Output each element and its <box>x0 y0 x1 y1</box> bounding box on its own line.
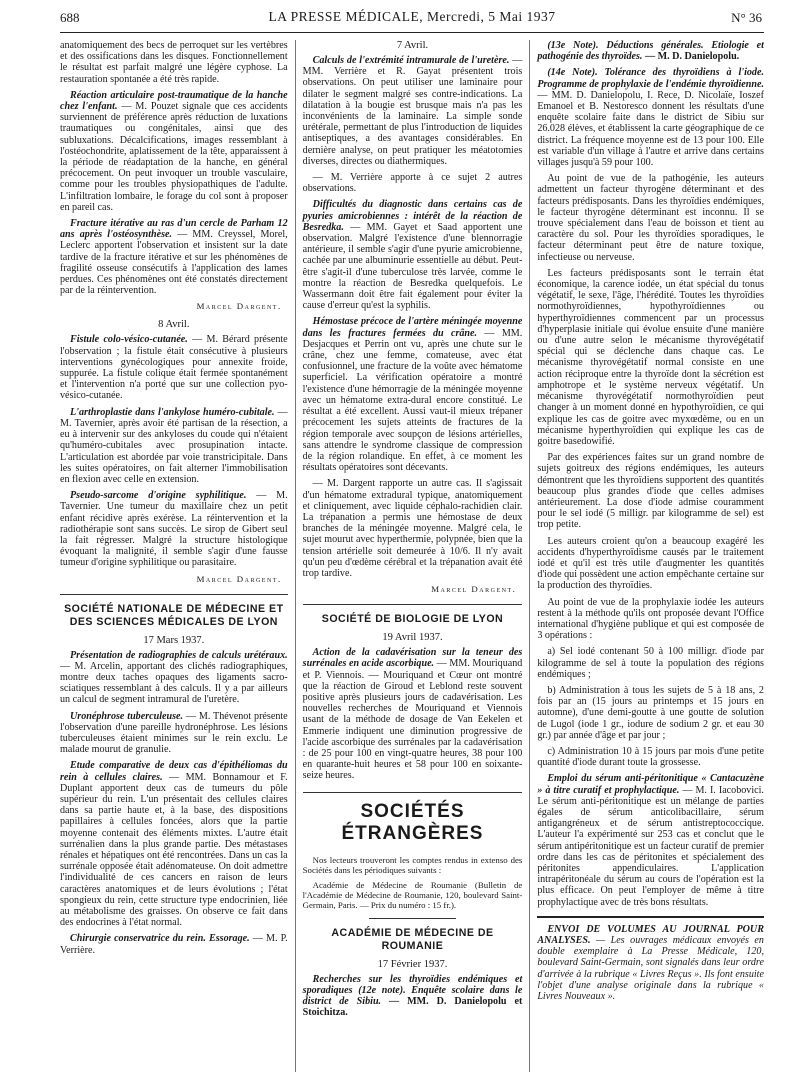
session-date: 17 Mars 1937. <box>143 634 205 646</box>
session-date: 7 Avril. <box>396 40 429 51</box>
notice-title: ENVOI DE VOLUMES AU JOURNAL POUR ANALYSES. <box>537 923 764 947</box>
article <box>60 407 288 485</box>
article-title: Hémostase précoce de l'artère méningée moyenne dans les fractures fermées du crâne. <box>302 316 523 339</box>
article-title: Fistule colo-vésico-cutanée. <box>70 334 188 346</box>
list-item: c) Administration 10 à 15 jours par mois d'une petite quantité d'iode durant toute la grossesse. <box>537 745 764 769</box>
list-item: a) Sel iodé contenant 50 à 100 milligr. d'iode par kilogramme de sel à toute la population des régions endémiques ; <box>537 646 764 680</box>
society-title: ACADÉMIE DE MÉDECINE DE ROUMANIE <box>331 926 494 952</box>
article-body: — MM. Mouriquand et P. Viennois. — Mouriquand et Cœur ont montré que la réaction de Giroud et Leblond reste souvent positive après plusieurs jours de cadavérisation. Les nouvelles recherches de Mouriquand et Viennois usant de la méthode de dosage de Van Eekelen et Emmerie indiquent une diminution progressive de l'acide ascorbique des surrénales par la cadavérisation : de 25 pour 100 en vingt-quatre heures, 38 pour 100 en quarante-huit heures et 58 pour 100 en soixante-seize heures. <box>302 658 523 782</box>
article-body: — MM. D. Danielopolu et Stoichitza. <box>302 995 523 1019</box>
paragraph: Les auteurs croient qu'on a beaucoup exagéré les accidents d'hyperthyroïdisme causés par le traitement iodé et qu'il est très utile d'augmenter les quantités d'iode qui possèdent une action empêchante certaine sur la production des thyroïdies. <box>537 535 764 592</box>
article <box>60 490 288 568</box>
article <box>60 760 288 928</box>
column-1 <box>60 40 295 1072</box>
journal-title: LA PRESSE MÉDICALE, Mercredi, 5 Mai 1937 <box>268 9 556 24</box>
article <box>303 316 523 473</box>
article-title: Réaction articulaire post-traumatique de la hanche chez l'enfant. <box>60 89 288 113</box>
section-divider <box>60 594 288 595</box>
article-body: — MM. D. Danielopolu, I. Rece, D. Nicolaïe, Ioszef Emanoel et B. Nestoresco donnent les résultats d'une enquête scolaire faite dans le district de Sibiu sur 26.028 élèves, et établissent la carte géographique de ce district. La fréquence moyenne est de 13 pour 100. Elle est variable d'un village à l'autre et arrive dans certains villages jusqu'à 59 pour 100. <box>537 89 764 169</box>
article-body: — M. Tavernier. Une tumeur du maxillaire chez un petit enfant récidive après exérèse. La réintervention et la radiothérapie sont sans succès. Le sirop de Gibert seul la fait régresser. Malgré la structure histologique évoquant la malignité, il semble s'agir d'une fausse tumeur d'origine syphilitique ou parasitaire. <box>60 490 288 569</box>
author-signature: Marcel Dargent. <box>431 584 517 595</box>
session-date: 17 Février 1937. <box>377 958 448 970</box>
article-body: — M. Pouzet signale que ces accidents surviennent de préférence après réduction de luxations traumatiques ou congénitales, ainsi que des subluxations. Décalcifications, images ressemblant à l'ostéochondrite, aplatissement de la tête, apparaissent à la période de réadaptation de la hanche, en général précocement. On peut invoquer un trouble vasculaire, comme pour les troubles physiopathiques de l'adulte. L'infiltration lombaire, le forage du col sont à proposer en pareil cas. <box>60 101 288 213</box>
article-title: Pseudo-sarcome d'origine syphilitique. <box>70 490 247 502</box>
article-body: — M. D. Danielopolu. <box>642 51 740 63</box>
article-title: Etude comparative de deux cas d'épithéliomas du rein à cellules claires. <box>60 760 288 783</box>
paragraph: Les facteurs prédisposants sont le terrain état économique, la carence iodée, un état spécial du tonus végétatif, le sexe, l'âge, l'hérédité. Toutes les thyroïdies normothyroïdiennes, hypothyroïdiennes ou hyperthyroïdiennes commencent par un processus d'hyperplasie initiale qui évolue ensuite d'une manière ou d'une autre selon le mécanisme thyrovégétatif spécial qui se déclenche dans chaque cas. Le mécanisme thyrovégétatif normal consiste en une action réciproque entre la thyroïde dont la sécrétion est amphotrope et le système nerveux végétatif. Un mécanisme thyrovégétatif normothyroïdien peut changer à un moment donné en hypothyroïdien, ce qui explique les cas de goitre avec myxœdème, ou en un mécanisme hyperthyroïdien qui explique les cas de goitre basedowifié. <box>537 267 764 447</box>
article <box>60 711 288 756</box>
section-divider <box>303 792 523 793</box>
article-body: — M. P. Verrière. <box>60 933 288 956</box>
article-body: — M. Tavernier, après avoir été partisan de la résection, a eu à intervenir sur des ankyloses du coude qui n'étaient qu'huméro-cubitales avec prosupination intacte. L'articulation est abordée par voie transtricipitale. Dans les suites opératoires, on fait alterner l'immobilisation en flexion avec celle en extension. <box>60 406 288 485</box>
paragraph: Par des expériences faites sur un grand nombre de sujets goitreux des régions endémiques, les auteurs démontrent que les thyroïdiens supportent des quantités beaucoup plus grandes d'iode que celles admises antérieurement. La dose d'iode admise couramment pour le sel iodé (5 milligr. par kilogramme de sel) est trop petite. <box>537 452 764 531</box>
page-header <box>60 8 764 33</box>
paragraph: anatomiquement des becs de perroquet sur les vertèbres et des ossifications dans les disques. Fonctionnellement le résultat est parfait malgré une légère cyphose. La restauration spontanée a été très rapide. <box>60 40 288 85</box>
paragraph: Au point de vue de la prophylaxie iodée les auteurs restent à la méthode qu'ils ont proposée devant l'Office international d'hygiène publique et qui est composée de 3 opérations : <box>537 596 764 642</box>
article-body: — MM. Verrière et R. Gayat présentent trois observations. On peut utiliser une laminaire pour dilater le segment malgré ses contre-indications. La dilatation à la bougie est brusque mais n'a pas les inconvénients de la laminaire. La simple sonde urétérale, permettant de plus l'introduction de liquides antiseptiques, a des avantages considérables. En dernière analyse, on peut pratiquer les méatotomies diverses, directes ou diathermiques. <box>302 55 523 167</box>
paragraph: Au point de vue de la pathogénie, les auteurs admettent un facteur thyrogène déterminant et des facteurs prédisposants. Dans les thyroïdies endémiques, le facteur thyrogène déterminant est inconnu. Il se trouve spécialement dans l'eau de boisson et tient au caractère du sol. Pour les thyroïdies sporadiques, le facteur déterminant peut être de nature toxique, infectieuse ou nerveuse. <box>537 173 764 263</box>
article-title: (14e Note). Tolérance des thyroïdiens à l'iode. Programme de prophylaxie de l'endémie thyroïdienne. <box>537 67 764 90</box>
section-divider <box>303 604 523 605</box>
article <box>537 40 764 62</box>
article-title: L'arthroplastie dans l'ankylose huméro-cubitale. <box>70 406 275 418</box>
article-body: — M. Thévenot présente l'observation d'une pareille hydronéphrose. Les lésions tuberculeuses étaient minimes sur le rein exclu. Le malade mourut de granulie. <box>60 710 288 756</box>
editorial-note: Nos lecteurs trouveront les comptes rendus in extenso des Sociétés dans les périodiques suivants : <box>302 854 523 875</box>
notice-box <box>537 916 764 1002</box>
article <box>537 67 764 168</box>
article <box>60 90 288 213</box>
page-number: 688 <box>60 10 80 25</box>
column-3 <box>529 40 764 1072</box>
article-body: — M. I. Iacobovici. Le sérum anti-péritonitique est un mélange de parties égales de sérum anticolibacillaire, sérum antigangréneux et de sérum antistreptococcique. L'auteur l'a expérimenté sur 253 cas et conclut que le sérum antipéritonitique est un facteur curatif de premier ordre dans les cas de péritonites et spécialement des péritonites appendiculaires. L'application intrapéritonéale du sérum au cours de l'opération est la plus efficace. On peut l'employer de même à titre prophylactique avec de très bons résultats. <box>537 784 764 908</box>
article <box>60 334 288 401</box>
article <box>60 933 288 955</box>
article <box>303 199 523 311</box>
article-body: — MM. Bonnamour et F. Duplant apportent deux cas de tumeurs du pôle supérieur du rein. L'un présentait des cellules claires dans sa partie haute et, à la base, des dispositions papillaires à cellules foncées, alors que la partie moyenne contenait des éléments mixtes. L'autre était surrénalien dans la plus grande partie. Des métastases rénales et hépatiques ont été rencontrées. Dans un cas la surrénale opposée était adénomateuse. On doit admettre l'individualité de ces cancers en raison de leurs caractères anatomiques et de leurs évolutions ; l'état spongieux du rein, cette structure type endocrinien, liée au métabolisme des graisses. On observe ce fait dans des endocrines à l'état normal. <box>60 771 288 929</box>
notice-body: — Les ouvrages médicaux envoyés en double exemplaire à La Presse Médicale, 120, boulevard Saint-Germain, sont signalés dans leur ordre d'arrivée à la rubrique « Livres Reçus ». Ils font ensuite l'objet d'une analyse originale dans la rubrique « Livres Nouveaux ». <box>537 935 764 1003</box>
article-title: Difficultés du diagnostic dans certains cas de pyuries amicrobiennes : intérêt de la réaction de Besredka. <box>302 199 523 233</box>
notice <box>537 924 764 1002</box>
article-body: — M. Bérard présente l'observation ; la fistule était consécutive à plusieurs interventions gynécologiques pour annexite froide, suppurée. La fistule colique était fermée spontanément et l'intervention n'a porté que sur une collection pyo-vésico-cutanée. <box>60 334 288 402</box>
editorial-note: Académie de Médecine de Roumanie (Bulletin de l'Académie de Médecine de Roumanie, 120, boulevard Saint-Germain, Paris. — Prix du numéro : 15 fr.). <box>302 879 523 910</box>
society-title: SOCIÉTÉ NATIONALE DE MÉDECINE ET DES SCIENCES MÉDICALES DE LYON <box>64 602 284 628</box>
article-body: — MM. Gayet et Saad apportent une observation. Malgré l'existence d'une blennorragie antérieure, il semble s'agir d'une pyurie amicrobienne, cachée par une albuminurie essentielle au début. Peut-être s'agit-il d'une tuberculose très larvée, comme le montre la réaction de Besredka quelquefois. Le Wassermann doit être fait également pour éviter la cause d'erreur qu'est la syphilis. <box>302 221 523 312</box>
article-title: Calculs de l'extrémité intramurale de l'uretère. <box>312 55 510 66</box>
article-title: Présentation de radiographies de calculs urétéraux. <box>70 649 288 661</box>
column-2 <box>295 40 530 1072</box>
article <box>303 55 523 167</box>
article <box>303 974 523 1019</box>
article-title: Recherches sur les thyroïdies endémiques et sporadiques (12e note). Enquête scolaire dans le district de Sibiu. <box>302 973 523 1007</box>
session-date: 8 Avril. <box>158 319 190 331</box>
society-title: SOCIÉTÉ DE BIOLOGIE DE LYON <box>321 613 504 626</box>
author-signature: Marcel Dargent. <box>196 573 282 584</box>
article-title: (13e Note). Déductions générales. Etiologie et pathogénie des thyroïdes. <box>537 40 764 63</box>
section-divider <box>369 918 457 919</box>
article <box>537 773 764 907</box>
section-heading: SOCIÉTÉS ÉTRANGÈRES <box>341 800 484 844</box>
article <box>60 218 288 296</box>
issue-number: N° 36 <box>731 10 762 25</box>
article-body: — MM. Desjacques et Perrin ont vu, après une chute sur le crâne, chez une femme, comateuse, avec état confusionnel, une fracture de la voûte avec hématome superficiel. La vérification opératoire a montré l'existence d'une hémorragie de la méningée moyenne avec un hématome extra-dural encore constitué. Le résultat a été excellent. Aussi vaut-il mieux trépaner précocement les sujets atteints de fractures de la région temporale avec soupçon de lésions artérielles, sans attendre le syndrome classique de compression de la région rolandique. En effet, à ce moment les résultats opératoires sont décevants. <box>302 327 523 474</box>
article <box>60 650 288 706</box>
article-body: — M. Arcelin, apportant des clichés radiographiques, montre deux taches opaques des ligaments sacro-sciatiques ressemblant à des calculs. Il y a par ailleurs un calcul de segment intramural de l'uretère. <box>60 660 288 706</box>
session-date: 19 Avril 1937. <box>382 632 443 644</box>
article <box>303 647 523 781</box>
paragraph: — M. Dargent rapporte un autre cas. Il s'agissait d'un hématome extradural typique, anatomiquement et cliniquement, avec liquide céphalo-rachidien clair. La trépanation a permis une hémostase de deux branches de la méningée moyenne. Malgré cela, le sujet mourut avec hyperthermie, polypnée, bien que la tension artérielle soit demeurée à 10/6. Il n'y avait qu'un peu d'œdème cérébral et la trépanation avait été trop tardive. <box>302 478 523 579</box>
author-signature: Marcel Dargent. <box>196 301 282 312</box>
article-title: Action de la cadavérisation sur la teneur des surrénales en acide ascorbique. <box>302 647 523 670</box>
page-body <box>60 40 764 1072</box>
article-title: Chirurgie conservatrice du rein. Essorage. <box>70 933 250 945</box>
list-item: b) Administration à tous les sujets de 5 à 18 ans, 2 fois par an (15 jours au printemps et 15 jours en automne), d'une demi-goutte à une goutte de solution de Lugol (iode 1 gr., iodure de sodium 2 gr. et eau 30 gr.) par année d'âge et par jour ; <box>537 684 764 741</box>
article-title: Fracture itérative au ras d'un cercle de Parham 12 ans après l'ostéosynthèse. <box>60 218 288 241</box>
paragraph: — M. Verrière apporte à ce sujet 2 autres observations. <box>302 172 523 195</box>
article-body: — MM. Creyssel, Morel, Leclerc apportent l'observation et insistent sur la date tardive de la fracture itérative et sur les phénomènes de fragilité osseuse consécutifs à l'application des lames perdues. Ces phénomènes ont été constatés directement par de la réintervention. <box>60 229 288 297</box>
article-title: Emploi du sérum anti-péritonitique « Cantacuzène » à titre curatif et prophylactique. <box>537 773 764 796</box>
article-title: Uronéphrose tuberculeuse. <box>70 710 184 722</box>
